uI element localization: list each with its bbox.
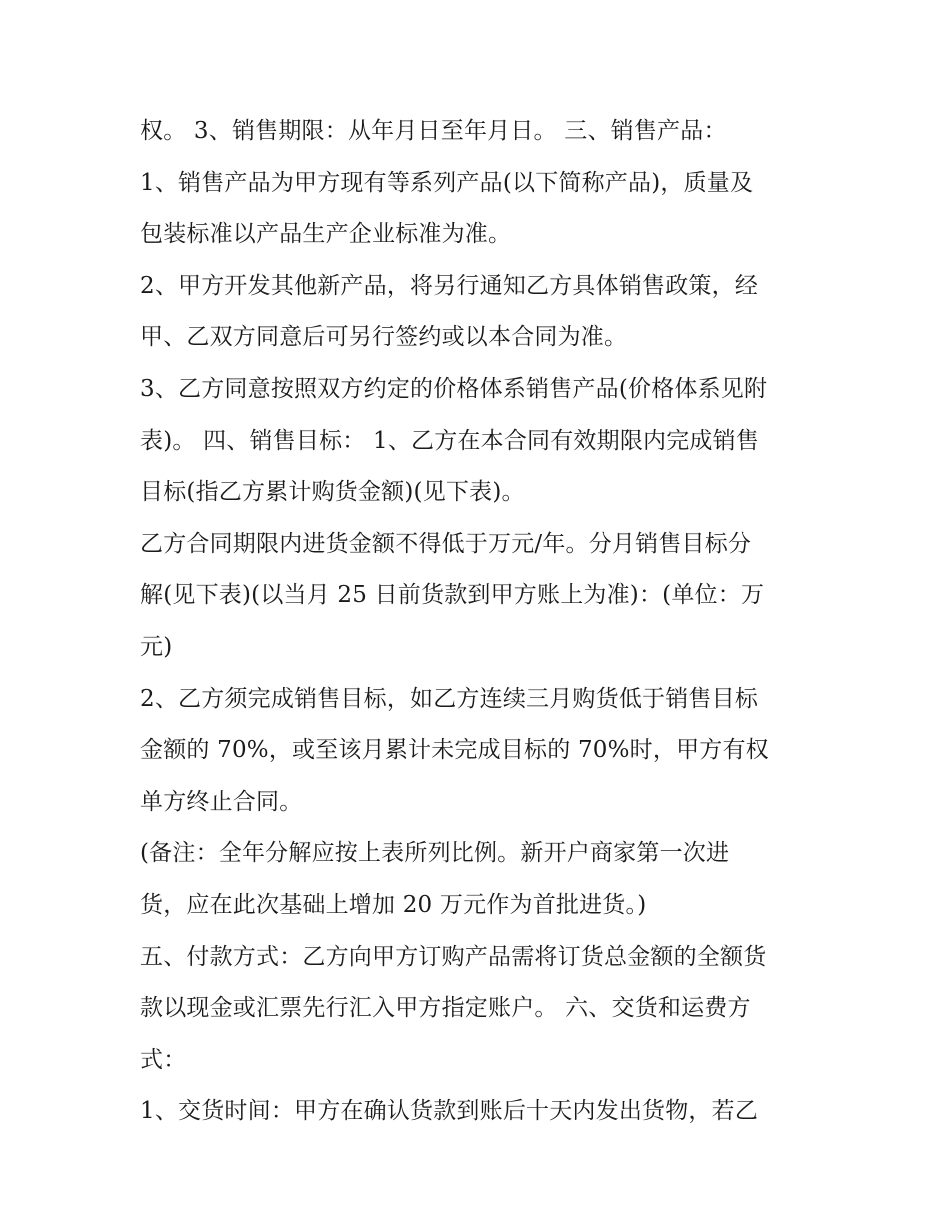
text-line: 表)。 四、销售目标： 1、乙方在本合同有效期限内完成销售 (140, 427, 760, 454)
text-line: 包装标准以产品生产企业标准为准。 (140, 221, 512, 248)
text-line: 单方终止合同。 (140, 788, 303, 815)
text-line: 货，应在此次基础上增加 20 万元作为首批进货。) (140, 891, 647, 918)
text-line: (备注：全年分解应按上表所列比例。新开户商家第一次进 (140, 840, 730, 867)
text-line: 解(见下表)(以当月 25 日前货款到甲方账上为准)：(单位：万 (140, 582, 765, 609)
text-line: 元) (140, 633, 173, 660)
text-line: 式： (140, 1046, 187, 1073)
text-line: 甲、乙双方同意后可另行签约或以本合同为准。 (140, 324, 628, 351)
text-line: 款以现金或汇票先行汇入甲方指定账户。 六、交货和运费方 (140, 995, 751, 1022)
text-line: 2、乙方须完成销售目标，如乙方连续三月购货低于销售目标 (140, 685, 759, 712)
text-line: 目标(指乙方累计购货金额)(见下表)。 (140, 479, 525, 506)
text-line: 1、交货时间：甲方在确认货款到账后十天内发出货物，若乙 (140, 1098, 759, 1125)
text-line: 3、乙方同意按照双方约定的价格体系销售产品(价格体系见附 (140, 375, 768, 402)
text-line: 乙方合同期限内进货金额不得低于万元/年。分月销售目标分 (140, 530, 752, 557)
document-body (140, 106, 820, 1138)
text-line: 五、付款方式：乙方向甲方订购产品需将订货总金额的全额货 (140, 943, 767, 970)
text-line: 2、甲方开发其他新产品，将另行通知乙方具体销售政策，经 (140, 272, 759, 299)
text-line: 1、销售产品为甲方现有等系列产品(以下简称产品)，质量及 (140, 169, 754, 196)
text-line: 权。 3、销售期限：从年月日至年月日。 三、销售产品： (140, 118, 727, 144)
text-line: 金额的 70%，或至该月累计未完成目标的 70%时，甲方有权 (140, 737, 769, 764)
